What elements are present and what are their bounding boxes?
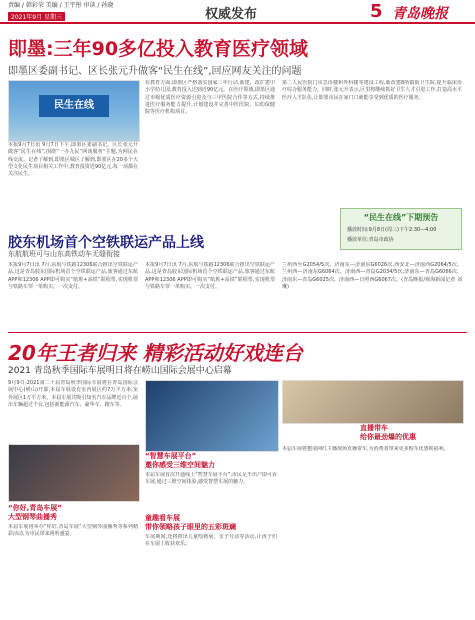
- subsection3-body: 车展期间,还将推出儿童绘画展、亲子互动等活动,让孩子们在车展上收获欢乐。: [145, 534, 277, 548]
- subsection4-body: 本届车展将邀请网红主播现场直播带车,为消费者带来更多购车优惠和福利。: [282, 446, 449, 452]
- section-title: 权威发布: [205, 7, 258, 22]
- subsection4-heading: 直播带车 给你最劲爆的优惠: [360, 424, 416, 441]
- preview-box-time: 播放时间:9月8日(周三)下午2:30—4:00: [347, 227, 437, 233]
- article2-subheadline: 东航航班可与山东高铁动车无缝衔接: [8, 250, 120, 258]
- photo-banner-text: 民生在线: [39, 95, 109, 117]
- article2-body-col1: 本报9月7日讯 7月,东航与铁路12306联合推出空铁联运产品,这是青岛胶东国际机场首个空铁联运产品,旅客通过东航APP和12306 APP即可购买“航班+高铁”联程票,实现机票与铁路车票一单购买、一次支付。: [8, 262, 138, 290]
- article1-subheadline: 即墨区委副书记、区长张元升做客“民生在线”,回应网友关注的问题: [8, 66, 302, 77]
- issue-date: 2021年9月 星期三: [8, 12, 65, 21]
- article1-body-col3: 第二人民医院门诊急诊楼和外科楼等建设工程,新改建8所镇街卫生院,提升临床诊疗综合服务能力。同时,张元升表示,区里将继续抓好卫生人才引进工作,打造高水平医疗人才队伍,让即墨市民在家门口就能享受到优质的医疗服务。: [282, 80, 462, 101]
- article2-headline: 胶东机场首个空铁联运产品上线: [8, 235, 204, 251]
- car-show-photo: [282, 380, 464, 424]
- article1-body-col2: 在教育方面,即墨区严格落实国家三年行动,新建、改扩建中小学幼儿园,教育投入达到近90亿元。在医疗领域,即墨区通过市级优质医疗资源引进及与三甲医院合作等方式,持续推进医疗服务能力提升,计划建设并完善中医医院、妇幼保健院等医疗机构项目。: [145, 80, 275, 116]
- piano-photo: [8, 444, 140, 502]
- article3-body: 9月9日,2021第二十届青岛秋季国际车展将在青岛国际会展中心(崂山)开幕,本届车展设有室内展区约7万平方米,室外展区1万平方米。本届车展共吸引知名汽车品牌近百个,展出车辆超过千台,包括新能源汽车、豪华车、跑车等。: [8, 380, 138, 408]
- article1-body-col1: 本报9月7日讯 9月7日下午,即墨区委副书记、区长张元升做客“民生在线”,围绕“一办九民”网谈服务“主题,为网民在线交流。记者了解到,即墨区城区了解到,即墨区在20多个大型文化民生项目相关工作中,教育投资近90亿元,每一项都在关注民生。: [8, 142, 138, 178]
- page-number: 5: [370, 1, 383, 22]
- article1-headline: 即墨:三年90多亿投入教育医疗领域: [8, 38, 309, 60]
- smart-platform-photo: [145, 380, 279, 452]
- preview-box-title: “民生在线”下期预告: [363, 213, 439, 222]
- editor-credits: 责编 / 韩彩荣 美编 / 王宇彤 审读 / 孙晓: [8, 2, 114, 9]
- subsection1-body: 本届车展将举办“你好,青岛车展”大型钢琴曲播秀等系列精彩活动,为市民带来视听盛宴。: [8, 524, 138, 538]
- article3-subheadline: 2021 青岛秋季国际车展明日将在崂山国际会展中心启幕: [8, 366, 232, 376]
- section-divider: [8, 332, 467, 333]
- article1-photo: [8, 80, 140, 142]
- newspaper-logo: 青岛晚报: [392, 6, 448, 22]
- preview-box: [340, 208, 462, 250]
- subsection2-body: 本届车展首次开通线上“智慧车展平台”,市民足不出户即可看车展,通过三维空间体验,感受智慧车展的魅力。: [145, 472, 277, 486]
- subsection3-heading: 童趣看车展 带你领略孩子眼里的五彩斑斓: [145, 514, 236, 531]
- subsection2-heading: “智慧车展平台” 邀你感受三维空间魅力: [145, 452, 215, 469]
- preview-box-unit: 播放单位:青岛市政协: [347, 237, 394, 243]
- article3-headline: 20年王者归来 精彩活动好戏连台: [8, 341, 303, 365]
- article2-body-col3: 兰州西至G2054/5次、济南东—济南东G6026次,西安北—济南西G2064/5次、兰州西—济南东G6064次、济南西—青岛G2034/5次,济南东—青岛G6066次、济南东—青岛G6025次、济南西—日照西G6067次。(青岛晚报/观海新闻记者 刘琳): [282, 262, 462, 290]
- article2-body-col2: 本报9月7日讯 7月,东航与铁路12306联合推出空铁联运产品,这是青岛胶东国际机场首个空铁联运产品,旅客通过东航APP和12306 APP即可购买“航班+高铁”联程票,实现机票与铁路车票一单购买、一次支付。: [145, 262, 275, 290]
- subsection1-heading: “你好,青岛车展” 大型钢琴曲播秀: [8, 504, 62, 521]
